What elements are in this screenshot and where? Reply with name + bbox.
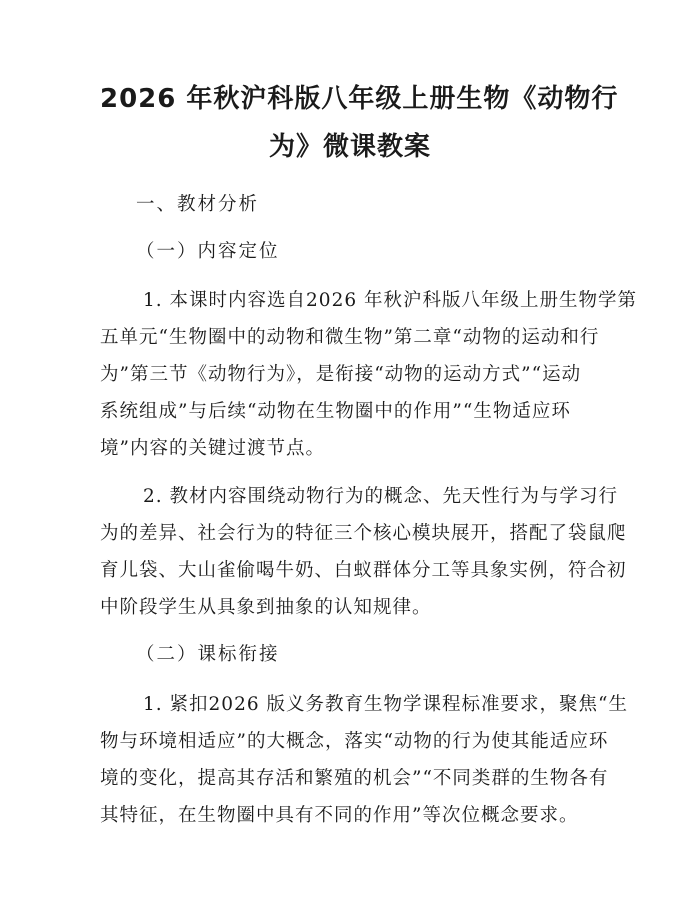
- document-title-line-1: 2026 年秋沪科版八年级上册生物《动物行: [100, 84, 619, 114]
- paragraph-line: 物与环境相适应”的大概念，落实“动物的行为使其能适应环: [100, 731, 609, 752]
- paragraph-line: 境的变化，提高其存活和繁殖的机会”“不同类群的生物各有: [100, 768, 609, 789]
- paragraph-line: 境”内容的关键过渡节点。: [100, 438, 325, 459]
- paragraph-line: 中阶段学生从具象到抽象的认知规律。: [100, 597, 432, 618]
- paragraph-line: 1. 本课时内容选自2026 年秋沪科版八年级上册生物学第: [143, 290, 637, 311]
- document-title-line-2: 为》微课教案: [268, 132, 431, 162]
- subsection-heading-curriculum-standards: （二）课标衔接: [136, 644, 280, 665]
- subsection-heading-content-positioning: （一）内容定位: [136, 241, 280, 262]
- paragraph-line: 其特征，在生物圈中具有不同的作用”等次位概念要求。: [100, 805, 579, 826]
- paragraph-line: 为”第三节《动物行为》，是衔接“动物的运动方式”“运动: [100, 364, 582, 385]
- paragraph-line: 1. 紧扣2026 版义务教育生物学课程标准要求，聚焦“生: [143, 694, 628, 715]
- paragraph-line: 育儿袋、大山雀偷喝牛奶、白蚁群体分工等具象实例，符合初: [100, 560, 627, 581]
- section-heading-materials-analysis: 一、教材分析: [136, 194, 260, 215]
- paragraph-line: 为的差异、社会行为的特征三个核心模块展开，搭配了袋鼠爬: [100, 523, 627, 544]
- paragraph-line: 2. 教材内容围绕动物行为的概念、先天性行为与学习行: [143, 486, 619, 507]
- paragraph-line: 五单元“生物圈中的动物和微生物”第二章“动物的运动和行: [100, 327, 600, 348]
- paragraph-line: 系统组成”与后续“动物在生物圈中的作用”“生物适应环: [100, 401, 571, 422]
